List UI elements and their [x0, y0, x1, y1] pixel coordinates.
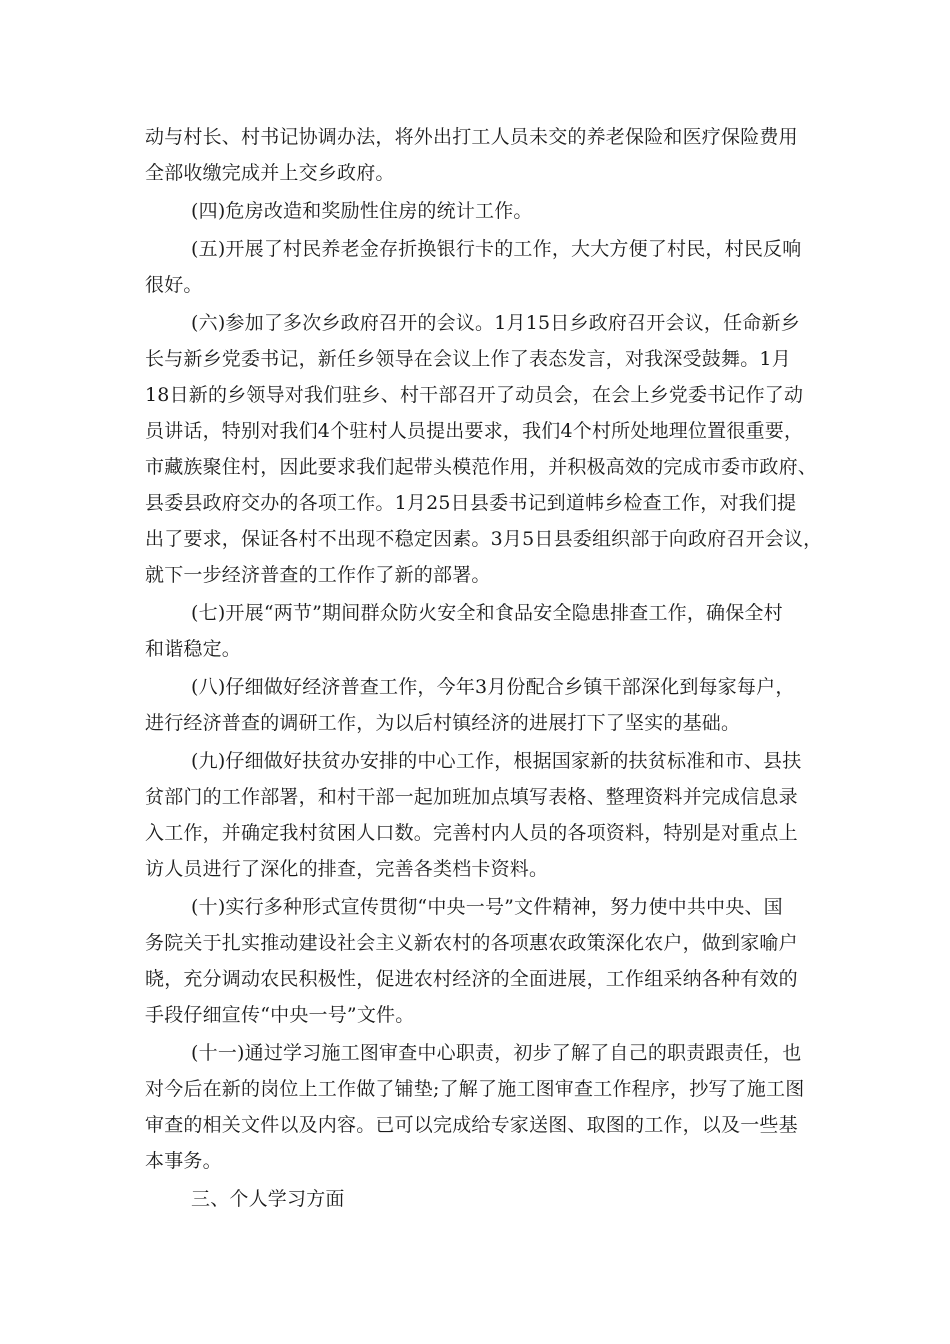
paragraph-line: (六)参加了多次乡政府召开的会议。1月15日乡政府召开会议，任命新乡 — [191, 312, 800, 334]
paragraph-line: (十一)通过学习施工图审查中心职责，初步了解了自己的职责跟责任，也 — [191, 1042, 802, 1064]
paragraph-line: (七)开展“两节”期间群众防火安全和食品安全隐患排查工作，确保全村 — [191, 602, 783, 624]
paragraph-line: 手段仔细宣传“中央一号”文件。 — [145, 1004, 415, 1026]
paragraph-line: 进行经济普查的调研工作，为以后村镇经济的进展打下了坚实的基础。 — [145, 712, 741, 734]
paragraph-line: 审查的相关文件以及内容。已可以完成给专家送图、取图的工作，以及一些基 — [145, 1114, 798, 1136]
paragraph-line: 长与新乡党委书记，新任乡领导在会议上作了表态发言，对我深受鼓舞。1月 — [145, 348, 791, 370]
paragraph-line: 18日新的乡领导对我们驻乡、村干部召开了动员会，在会上乡党委书记作了动 — [145, 384, 804, 406]
paragraph-line: 很好。 — [145, 274, 203, 296]
paragraph-line: 市藏族聚住村，因此要求我们起带头模范作用，并积极高效的完成市委市政府、 — [145, 456, 818, 478]
paragraph-line: 贫部门的工作部署，和村干部一起加班加点填写表格、整理资料并完成信息录 — [145, 786, 798, 808]
paragraph-line: 县委县政府交办的各项工作。1月25日县委书记到道帏乡检查工作，对我们提 — [145, 492, 797, 514]
paragraph-line: 务院关于扎实推动建设社会主义新农村的各项惠农政策深化农户，做到家喻户 — [145, 932, 798, 954]
paragraph-line: 和谐稳定。 — [145, 638, 242, 660]
paragraph-line: 入工作，并确定我村贫困人口数。完善村内人员的各项资料，特别是对重点上 — [145, 822, 798, 844]
paragraph-line: (十)实行多种形式宣传贯彻“中央一号”文件精神，努力使中共中央、国 — [191, 896, 783, 918]
paragraph-line: 对今后在新的岗位上工作做了铺垫;了解了施工图审查工作程序，抄写了施工图 — [145, 1078, 805, 1100]
paragraph-line: (九)仔细做好扶贫办安排的中心工作，根据国家新的扶贫标准和市、县扶 — [191, 750, 802, 772]
paragraph-line: 员讲话，特别对我们4个驻村人员提出要求，我们4个村所处地理位置很重要， — [145, 420, 804, 442]
paragraph-line: 访人员进行了深化的排查，完善各类档卡资料。 — [145, 858, 549, 880]
paragraph-line: 就下一步经济普查的工作作了新的部署。 — [145, 564, 491, 586]
paragraph-line: 出了要求，保证各村不出现不稳定因素。3月5日县委组织部于向政府召开会议， — [145, 528, 823, 550]
paragraph-line: 本事务。 — [145, 1150, 222, 1172]
paragraph-line: 晓，充分调动农民积极性，促进农村经济的全面进展，工作组采纳各种有效的 — [145, 968, 798, 990]
paragraph-line: 动与村长、村书记协调办法，将外出打工人员未交的养老保险和医疗保险费用 — [145, 126, 798, 148]
paragraph-line: (四)危房改造和奖励性住房的统计工作。 — [191, 200, 533, 222]
paragraph-line: (八)仔细做好经济普查工作，今年3月份配合乡镇干部深化到每家每户， — [191, 676, 795, 698]
paragraph-line: (五)开展了村民养老金存折换银行卡的工作，大大方便了村民，村民反响 — [191, 238, 802, 260]
paragraph-line: 全部收缴完成并上交乡政府。 — [145, 162, 395, 184]
section-heading: 三、个人学习方面 — [191, 1188, 345, 1210]
